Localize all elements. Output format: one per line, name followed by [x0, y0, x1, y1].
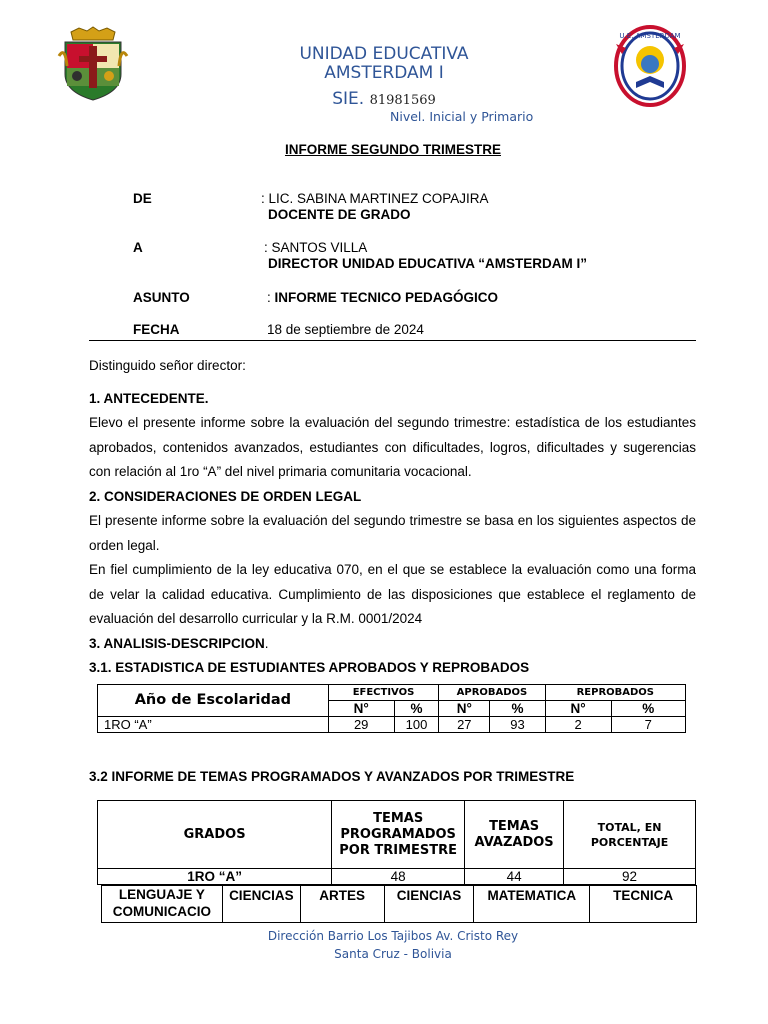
topics-header-total: TOTAL, EN PORCENTAJE [564, 801, 696, 869]
stats-cell-re-n: 2 [545, 717, 611, 733]
area-artes: ARTES [300, 886, 384, 923]
memo-de-role: DOCENTE DE GRADO [268, 207, 411, 222]
footer-city: Santa Cruz - Bolivia [334, 947, 452, 961]
memo-asunto-line [267, 290, 498, 305]
area-lenguaje: LENGUAJE Y COMUNICACIO [102, 886, 223, 923]
memo-asunto-value: INFORME TECNICO PEDAGÓGICO [274, 290, 499, 305]
stats-header-grade: Año de Escolaridad [98, 685, 329, 717]
table-row [98, 717, 686, 733]
stats-sub-pct: % [611, 701, 685, 717]
topics-header-grados: GRADOS [98, 801, 332, 869]
topics-cell-programados: 48 [332, 869, 465, 885]
table-row [98, 869, 696, 885]
school-emblem-logo [612, 24, 688, 108]
table-row [102, 886, 697, 923]
memo-asunto-colon: : [267, 290, 271, 305]
report-title: INFORME SEGUNDO TRIMESTRE [284, 142, 501, 157]
school-name-line1: UNIDAD EDUCATIVA [299, 44, 469, 64]
sie-line [234, 89, 534, 111]
topics-cell-avanzados: 44 [465, 869, 564, 885]
stats-cell-ap-n: 27 [439, 717, 490, 733]
section-2-body-2: En fiel cumplimiento de la ley educativa 070, en el que se establece la evaluación como una forma de velar la calidad educativa. Cumplimiento de las disposiciones que establece el reglamento de evaluación del desarrollo curricular y la R.M. 0001/2024 [89, 562, 696, 626]
memo-a-value: : SANTOS VILLA [264, 240, 368, 255]
section-2-body-1: El presente informe sobre la evaluación del segundo trimestre se basa en los siguientes aspectos de orden legal. [89, 513, 696, 553]
school-name [234, 45, 534, 83]
memo-asunto-label: ASUNTO [133, 290, 190, 305]
area-tecnica: TECNICA [590, 886, 697, 923]
sie-label: SIE. [332, 89, 365, 109]
memo-a-role: DIRECTOR UNIDAD EDUCATIVA “AMSTERDAM I” [268, 256, 587, 271]
topics-header-avanzados: TEMAS AVAZADOS [465, 801, 564, 869]
memo-de-value: : LIC. SABINA MARTINEZ COPAJIRA [261, 191, 489, 206]
areas-table [101, 885, 697, 923]
stats-cell-ef-n: 29 [328, 717, 394, 733]
topics-header-programados: TEMAS PROGRAMADOS POR TRIMESTRE [332, 801, 465, 869]
stats-header-aprobados: APROBADOS [439, 685, 545, 701]
area-ciencias-2: CIENCIAS [384, 886, 474, 923]
school-name-line2: AMSTERDAM I [324, 63, 444, 83]
report-body [89, 354, 696, 681]
stats-sub-n: N° [439, 701, 490, 717]
memo-fecha-value: 18 de septiembre de 2024 [267, 322, 424, 337]
topics-cell-grade: 1RO “A” [98, 869, 332, 885]
topics-cell-total: 92 [564, 869, 696, 885]
section-3-1-title: 3.1. ESTADISTICA DE ESTUDIANTES APROBADOS Y REPROBADOS [89, 660, 530, 675]
sie-number: 81981569 [369, 93, 436, 108]
stats-cell-re-pct: 7 [611, 717, 685, 733]
section-1-body: Elevo el presente informe sobre la evaluación del segundo trimestre: estadística de los estudiantes aprobados, contenidos avanzados, estudiantes con dificultades, logros, dificultades y sugerencias con relación al 1ro “A” del nivel primaria comunitaria vocacional. [89, 415, 696, 479]
svg-text:U.E. AMSTERDAM: U.E. AMSTERDAM [619, 32, 681, 40]
stats-cell-ef-pct: 100 [394, 717, 439, 733]
stats-cell-grade: 1RO “A” [98, 717, 329, 733]
area-ciencias: CIENCIAS [222, 886, 300, 923]
stats-sub-pct: % [394, 701, 439, 717]
section-1-title: 1. ANTECEDENTE. [89, 390, 209, 406]
memo-fecha-label: FECHA [133, 322, 180, 337]
section-2-title: 2. CONSIDERACIONES DE ORDEN LEGAL [89, 488, 362, 504]
section-3-title-line [89, 632, 696, 657]
stats-table [97, 684, 686, 733]
school-crest-logo [57, 26, 129, 102]
stats-header-reprobados: REPROBADOS [545, 685, 685, 701]
section-3-2-title: 3.2 INFORME DE TEMAS PROGRAMADOS Y AVANZADOS POR TRIMESTRE [89, 769, 575, 784]
section-3-title: 3. ANALISIS-DESCRIPCION [89, 635, 265, 651]
memo-a-label: A [133, 240, 143, 255]
greeting: Distinguido señor director: [89, 358, 246, 373]
stats-sub-n: N° [328, 701, 394, 717]
stats-cell-ap-pct: 93 [490, 717, 545, 733]
stats-header-efectivos: EFECTIVOS [328, 685, 439, 701]
area-matematica: MATEMATICA [474, 886, 590, 923]
stats-sub-n: N° [545, 701, 611, 717]
school-level: Nivel. Inicial y Primario [390, 109, 534, 124]
section-3-title-dot: . [264, 635, 269, 651]
topics-table [97, 800, 696, 885]
stats-sub-pct: % [490, 701, 545, 717]
memo-de-label: DE [133, 191, 152, 206]
footer-address: Dirección Barrio Los Tajibos Av. Cristo Rey [267, 929, 519, 943]
memo-divider [89, 340, 696, 341]
page-footer [0, 927, 768, 963]
